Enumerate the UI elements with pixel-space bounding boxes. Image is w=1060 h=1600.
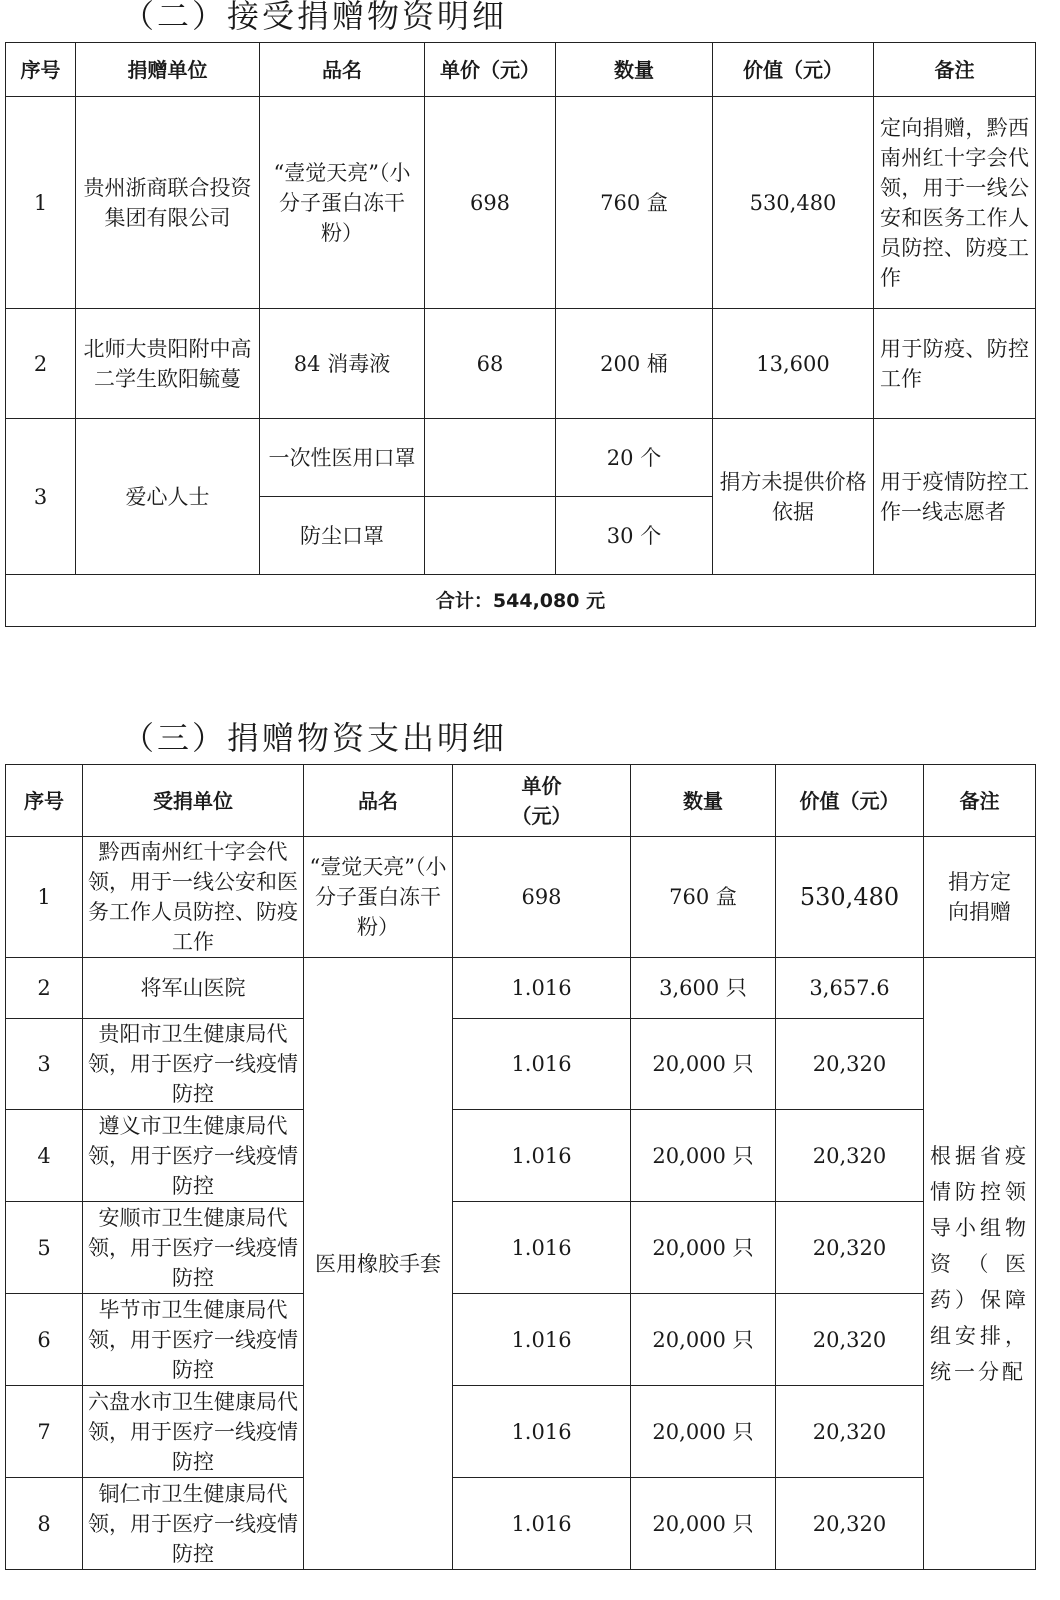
header-value: 价值（元） <box>776 765 924 837</box>
row-item: “壹觉天亮”（小分子蛋白冻干粉） <box>304 837 453 958</box>
section3-title: （三）捐赠物资支出明细 <box>122 719 508 757</box>
row-recipient: 六盘水市卫生健康局代领，用于医疗一线疫情防控 <box>83 1386 304 1478</box>
row-note: 用于防疫、防控工作 <box>874 309 1036 419</box>
row-no: 2 <box>6 958 83 1019</box>
row-no: 6 <box>6 1294 83 1386</box>
row-value: 3,657.6 <box>776 958 924 1019</box>
row-recipient: 黔西南州红十字会代领，用于一线公安和医务工作人员防控、防疫工作 <box>83 837 304 958</box>
row-price: 1.016 <box>453 1110 631 1202</box>
table-row <box>6 309 1036 419</box>
row-recipient: 毕节市卫生健康局代领，用于医疗一线疫情防控 <box>83 1294 304 1386</box>
row-item: 医用橡胶手套 <box>304 958 453 1570</box>
row-item: 84 消毒液 <box>260 309 425 419</box>
row-qty: 200 桶 <box>556 309 713 419</box>
table-header-row <box>6 765 1036 837</box>
row-no: 7 <box>6 1386 83 1478</box>
row-value: 20,320 <box>776 1019 924 1110</box>
table-row <box>6 958 1036 1019</box>
row-note: 定向捐赠，黔西南州红十字会代领，用于一线公安和医务工作人员防控、防疫工作 <box>874 97 1036 309</box>
row-qty: 30 个 <box>556 497 713 575</box>
row-price <box>425 497 556 575</box>
donations-received-table <box>5 42 1036 627</box>
row-price: 698 <box>453 837 631 958</box>
row-qty: 20 个 <box>556 419 713 497</box>
row-item: 一次性医用口罩 <box>260 419 425 497</box>
row-no: 1 <box>6 837 83 958</box>
row-note: 用于疫情防控工作一线志愿者 <box>874 419 1036 575</box>
row-value: 20,320 <box>776 1202 924 1294</box>
row-qty: 760 盒 <box>556 97 713 309</box>
total-row <box>6 575 1036 627</box>
row-no: 3 <box>6 1019 83 1110</box>
row-value: 530,480 <box>776 837 924 958</box>
row-qty: 20,000 只 <box>631 1386 776 1478</box>
header-donor: 捐赠单位 <box>76 43 260 97</box>
table-row <box>6 1478 1036 1570</box>
row-donor: 贵州浙商联合投资集团有限公司 <box>76 97 260 309</box>
section2-title: （二）接受捐赠物资明细 <box>122 0 508 35</box>
header-recipient: 受捐单位 <box>83 765 304 837</box>
row-no: 5 <box>6 1202 83 1294</box>
row-recipient: 将军山医院 <box>83 958 304 1019</box>
row-value: 530,480 <box>713 97 874 309</box>
row-donor: 爱心人士 <box>76 419 260 575</box>
row-value: 捐方未提供价格依据 <box>713 419 874 575</box>
header-item: 品名 <box>304 765 453 837</box>
row-item: “壹觉天亮”（小分子蛋白冻干粉） <box>260 97 425 309</box>
row-item: 防尘口罩 <box>260 497 425 575</box>
row-price: 1.016 <box>453 1294 631 1386</box>
table-row <box>6 419 1036 497</box>
row-price <box>425 419 556 497</box>
header-qty: 数量 <box>631 765 776 837</box>
row-value: 13,600 <box>713 309 874 419</box>
donations-spent-table <box>5 764 1036 1570</box>
row-price: 68 <box>425 309 556 419</box>
row-value: 20,320 <box>776 1478 924 1570</box>
row-recipient: 铜仁市卫生健康局代领，用于医疗一线疫情防控 <box>83 1478 304 1570</box>
row-price: 1.016 <box>453 1202 631 1294</box>
row-no: 3 <box>6 419 76 575</box>
row-qty: 20,000 只 <box>631 1294 776 1386</box>
row-price: 698 <box>425 97 556 309</box>
table-row <box>6 1386 1036 1478</box>
row-qty: 20,000 只 <box>631 1478 776 1570</box>
total-value: 合计：544,080 元 <box>6 575 1036 627</box>
row-note: 根据省疫情防控领导小组物资（医药）保障组安排，统一分配 <box>924 958 1036 1570</box>
table-header-row <box>6 43 1036 97</box>
row-no: 2 <box>6 309 76 419</box>
table-row <box>6 837 1036 958</box>
row-value: 20,320 <box>776 1386 924 1478</box>
header-no: 序号 <box>6 43 76 97</box>
row-value: 20,320 <box>776 1294 924 1386</box>
header-qty: 数量 <box>556 43 713 97</box>
row-no: 8 <box>6 1478 83 1570</box>
row-qty: 3,600 只 <box>631 958 776 1019</box>
row-note: 捐方定向捐赠 <box>924 837 1036 958</box>
row-price: 1.016 <box>453 1478 631 1570</box>
header-price: 单价（元） <box>453 765 631 837</box>
table-row <box>6 1110 1036 1202</box>
row-qty: 20,000 只 <box>631 1019 776 1110</box>
header-no: 序号 <box>6 765 83 837</box>
row-qty: 20,000 只 <box>631 1202 776 1294</box>
row-price: 1.016 <box>453 1019 631 1110</box>
row-no: 1 <box>6 97 76 309</box>
row-donor: 北师大贵阳附中高二学生欧阳毓蔓 <box>76 309 260 419</box>
row-value: 20,320 <box>776 1110 924 1202</box>
header-value: 价值（元） <box>713 43 874 97</box>
table-row <box>6 1019 1036 1110</box>
row-qty: 760 盒 <box>631 837 776 958</box>
row-no: 4 <box>6 1110 83 1202</box>
header-item: 品名 <box>260 43 425 97</box>
table-row <box>6 1202 1036 1294</box>
row-recipient: 遵义市卫生健康局代领，用于医疗一线疫情防控 <box>83 1110 304 1202</box>
header-price: 单价（元） <box>425 43 556 97</box>
row-price: 1.016 <box>453 1386 631 1478</box>
row-qty: 20,000 只 <box>631 1110 776 1202</box>
header-note: 备注 <box>874 43 1036 97</box>
table-row <box>6 1294 1036 1386</box>
table-row <box>6 97 1036 309</box>
row-recipient: 安顺市卫生健康局代领，用于医疗一线疫情防控 <box>83 1202 304 1294</box>
header-note: 备注 <box>924 765 1036 837</box>
row-price: 1.016 <box>453 958 631 1019</box>
row-recipient: 贵阳市卫生健康局代领，用于医疗一线疫情防控 <box>83 1019 304 1110</box>
